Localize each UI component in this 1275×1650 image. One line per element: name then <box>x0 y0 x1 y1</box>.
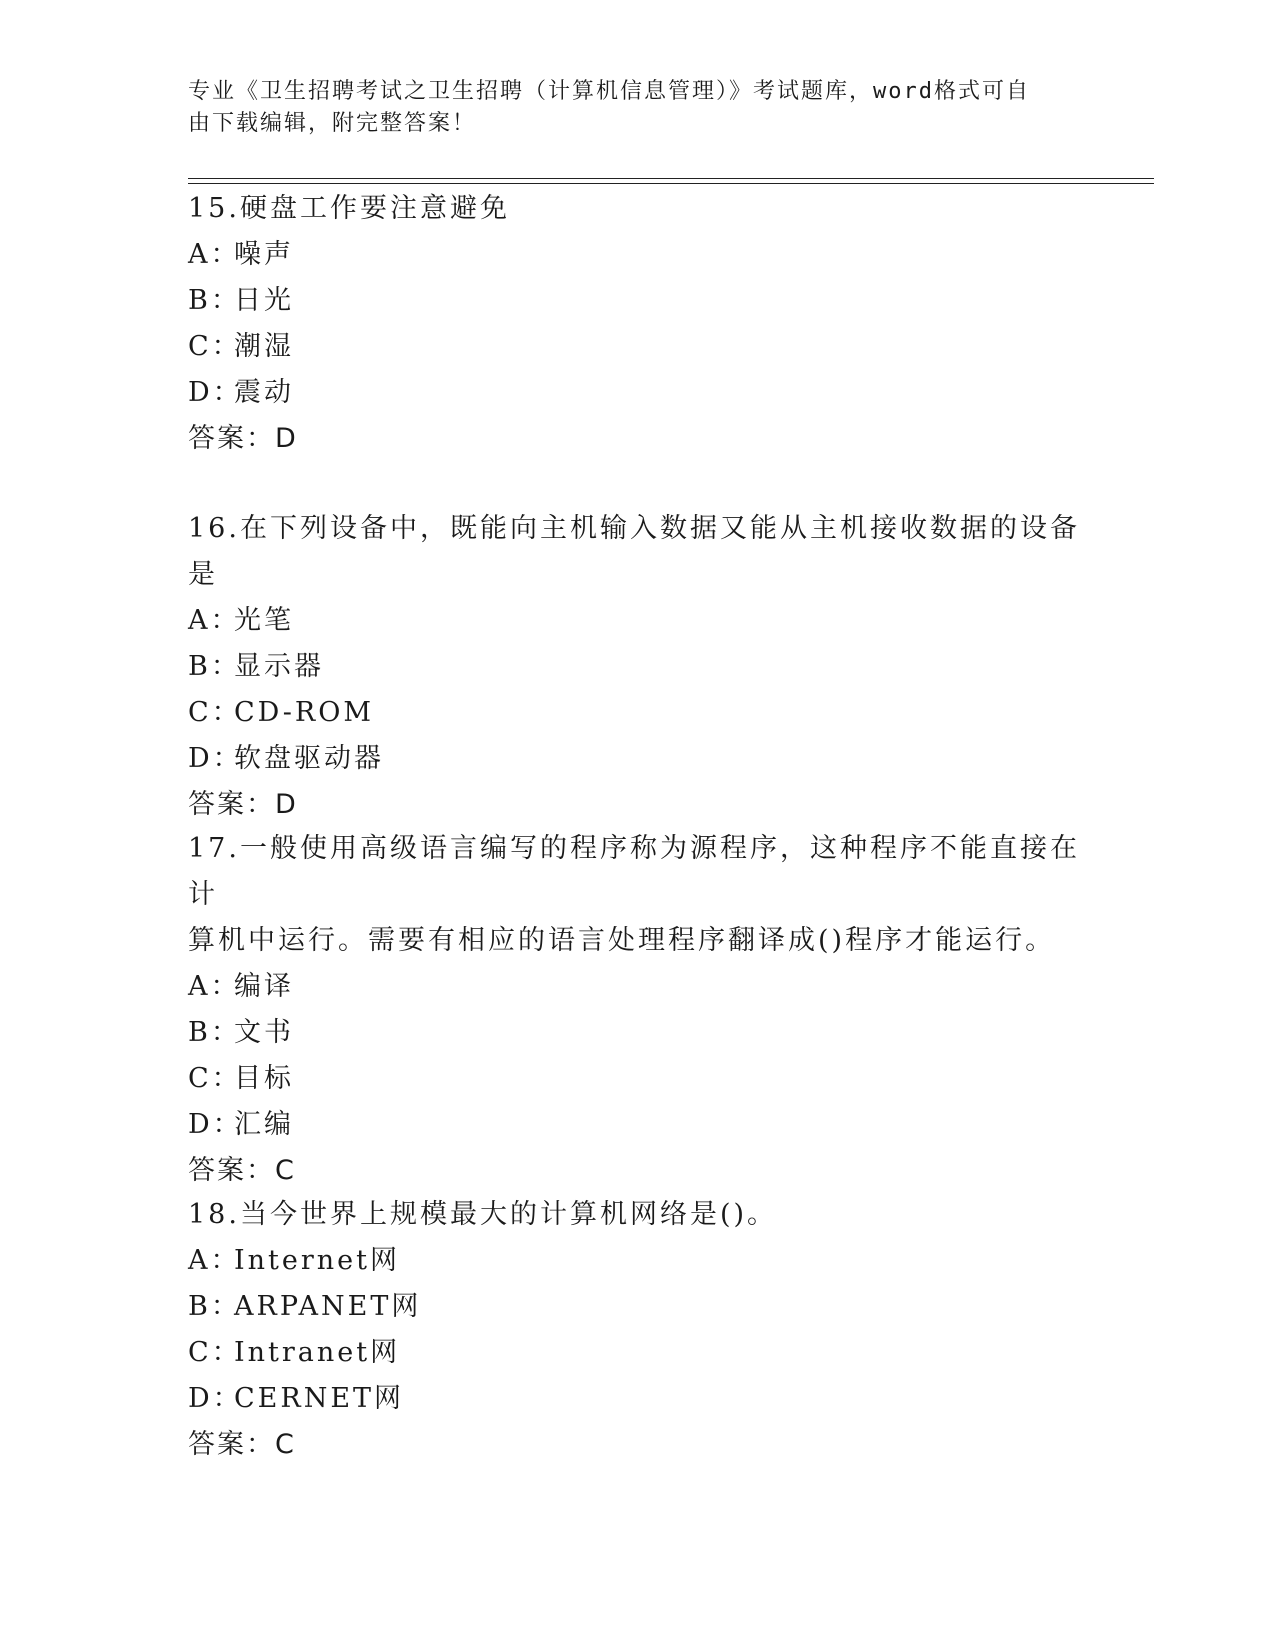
option-d: D： 震动 <box>188 377 294 408</box>
option-c: C： CD-ROM <box>188 697 375 728</box>
option-d: D： 软盘驱动器 <box>188 743 384 774</box>
option-b: B： 文书 <box>188 1017 294 1048</box>
option-d: D： 汇编 <box>188 1109 294 1140</box>
question-stem-line-2: 算机中运行。需要有相应的语言处理程序翻译成()程序才能运行。 <box>188 925 1056 956</box>
question-stem-line-1: 17.一般使用高级语言编写的程序称为源程序，这种程序不能直接在计 <box>188 833 1080 910</box>
option-c: C： 潮湿 <box>188 331 294 362</box>
answer: 答案：C <box>188 1429 296 1460</box>
option-d: D： CERNET网 <box>188 1383 405 1414</box>
option-a: A： Internet网 <box>188 1245 401 1276</box>
question-stem: 18.当今世界上规模最大的计算机网络是()。 <box>188 1199 778 1230</box>
question-18 <box>188 1192 1088 1468</box>
question-stem: 15.硬盘工作要注意避免 <box>188 193 510 224</box>
option-b: B： 显示器 <box>188 651 324 682</box>
option-a: A： 编译 <box>188 971 294 1002</box>
option-c: C： Intranet网 <box>188 1337 401 1368</box>
header-divider-top <box>188 178 1154 179</box>
option-b: B： 日光 <box>188 285 294 316</box>
question-15 <box>188 186 1088 462</box>
answer: 答案：C <box>188 1155 296 1186</box>
header-line-1: 专业《卫生招聘考试之卫生招聘（计算机信息管理）》考试题库，word格式可自 <box>188 79 1030 104</box>
question-17 <box>188 826 1088 1194</box>
question-stem: 16.在下列设备中，既能向主机输入数据又能从主机接收数据的设备是 <box>188 513 1080 590</box>
option-a: A： 光笔 <box>188 605 294 636</box>
answer: 答案：D <box>188 423 298 454</box>
option-b: B： ARPANET网 <box>188 1291 422 1322</box>
answer: 答案：D <box>188 789 298 820</box>
document-header <box>188 76 1088 140</box>
option-c: C： 目标 <box>188 1063 294 1094</box>
question-16 <box>188 506 1088 828</box>
header-line-2: 由下载编辑，附完整答案！ <box>188 111 477 136</box>
header-divider-bottom <box>188 183 1154 184</box>
option-a: A： 噪声 <box>188 239 294 270</box>
